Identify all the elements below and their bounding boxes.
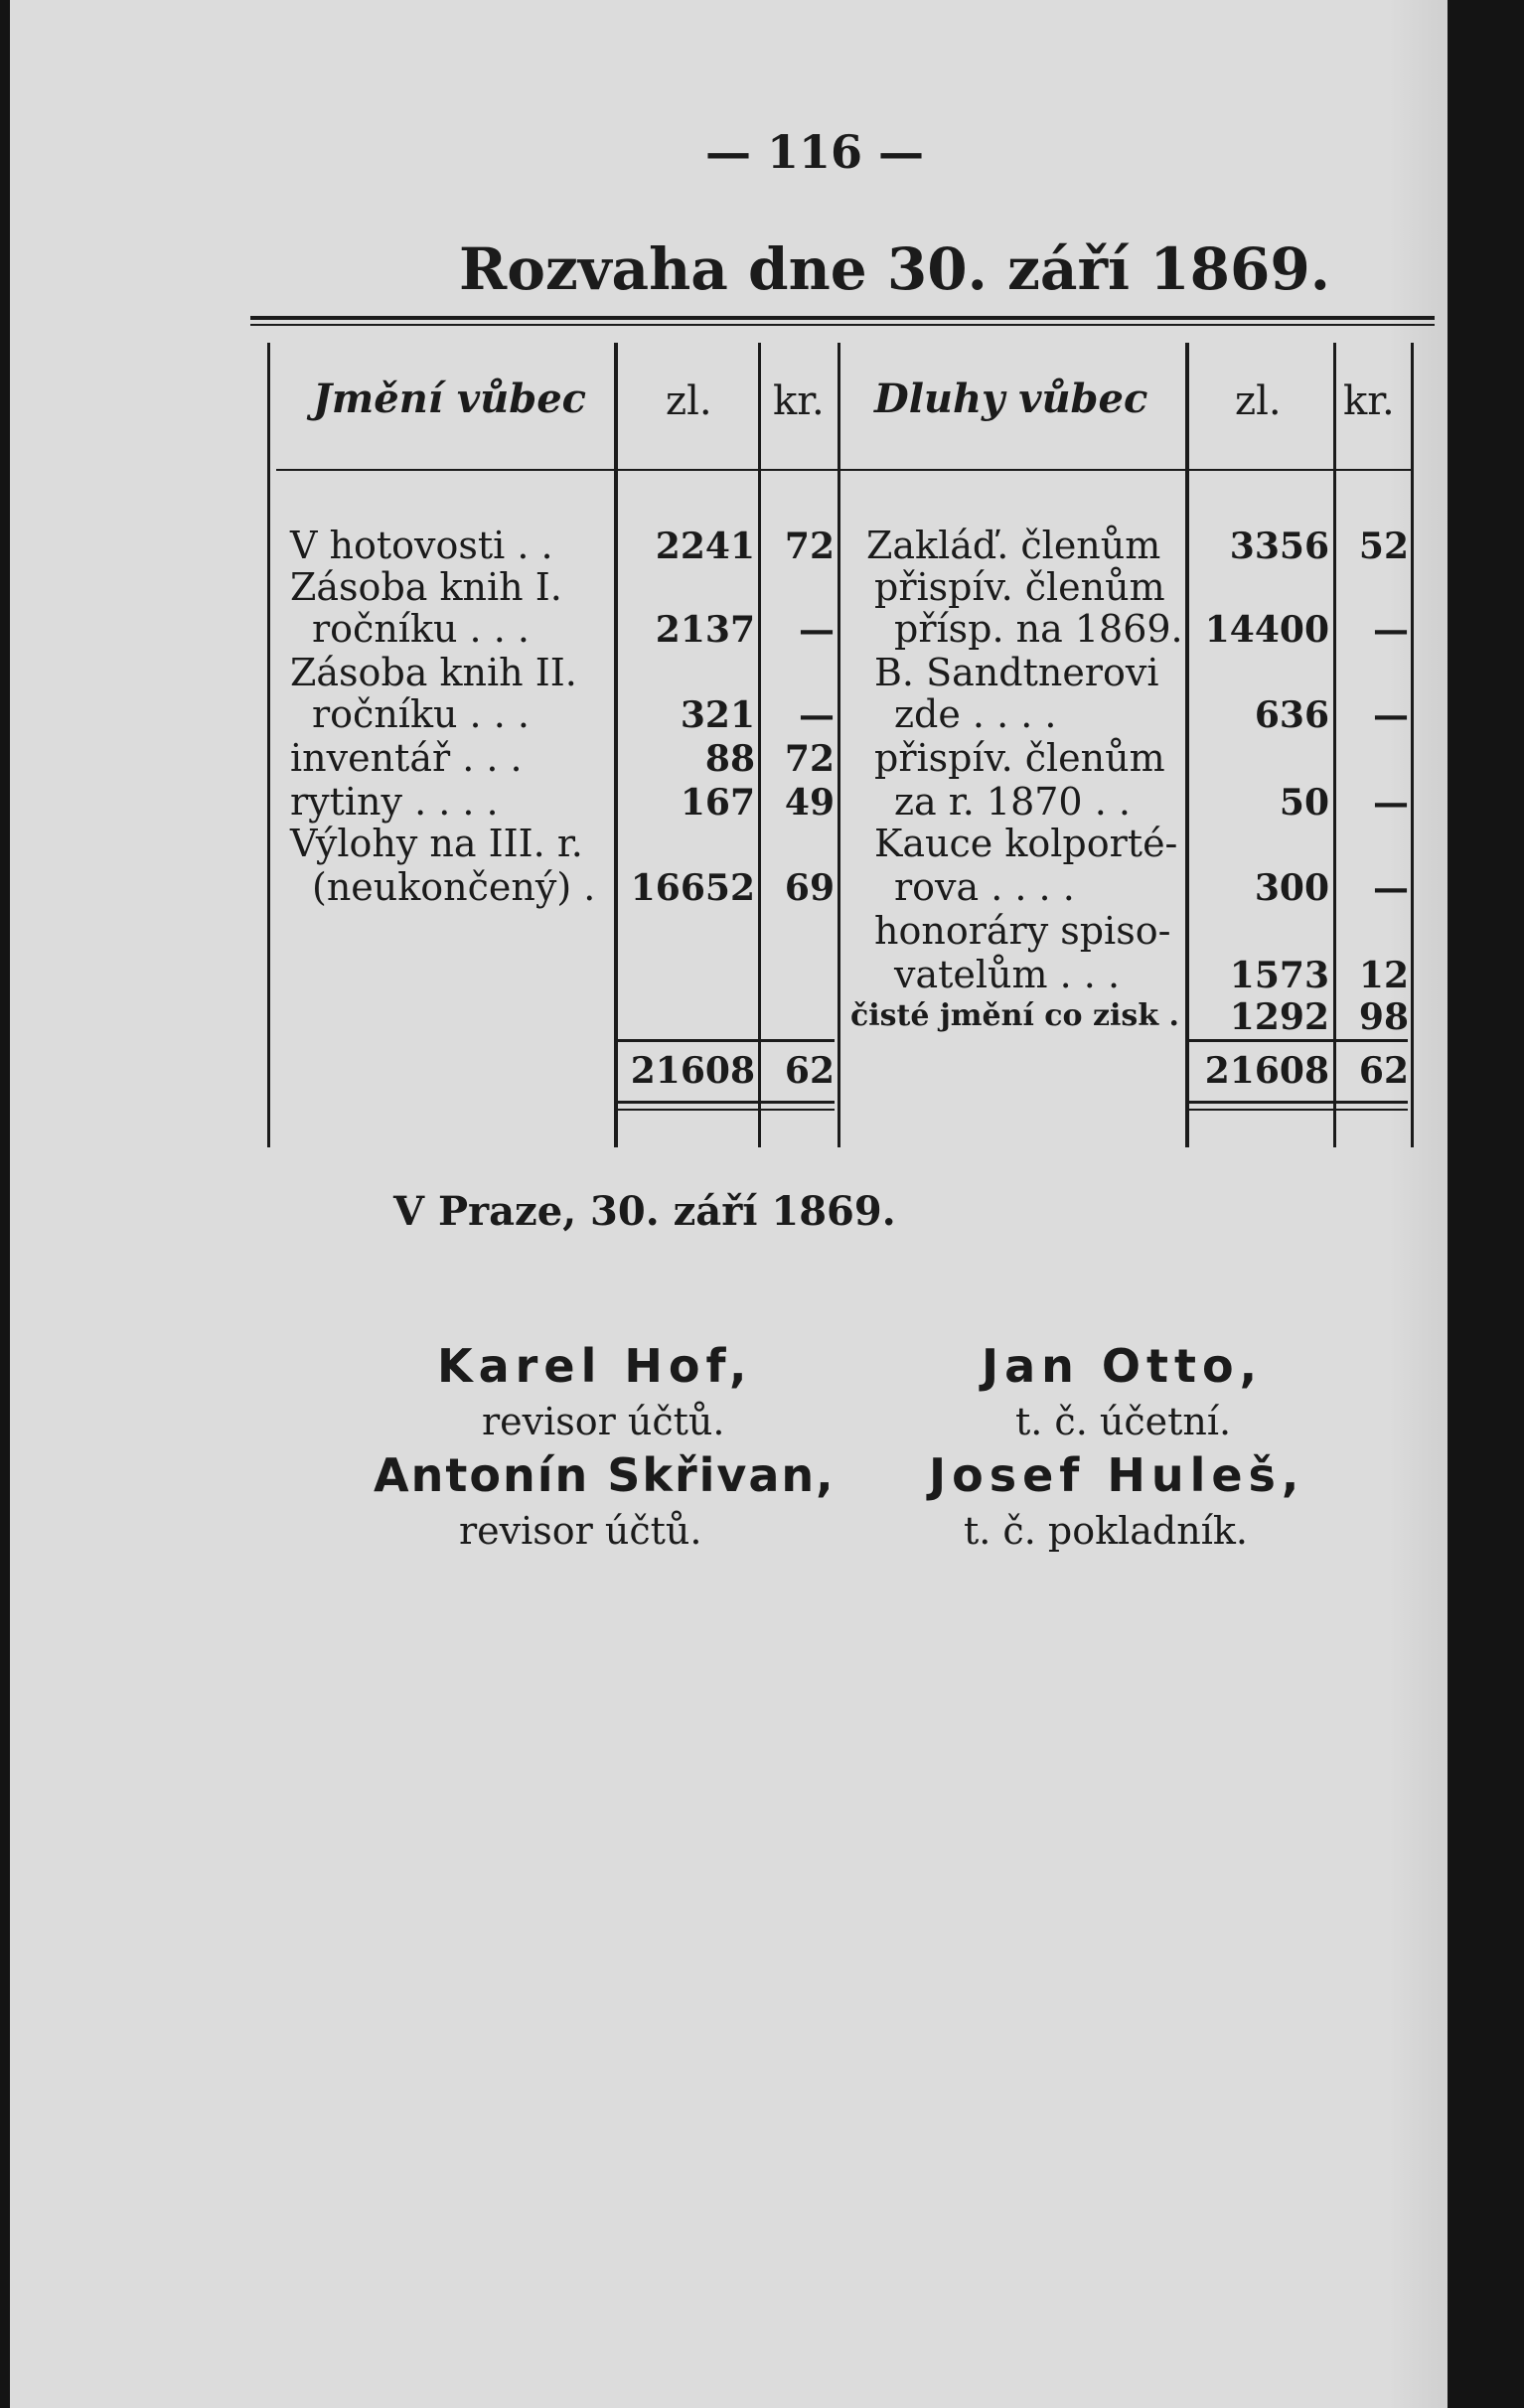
liability-zl: 1292 xyxy=(1229,996,1329,1038)
asset-zl: 2241 xyxy=(655,526,755,567)
liability-zl: 14400 xyxy=(1204,609,1329,651)
total-liabilities-zl: 21608 xyxy=(1204,1050,1329,1092)
asset-label: Zásoba knih I. xyxy=(290,565,562,609)
liability-label: Zakláď. členům xyxy=(866,524,1161,567)
header-rule xyxy=(276,469,1411,471)
page-number: — 116 — xyxy=(705,125,925,179)
liability-label: Kauce kolporté- xyxy=(874,822,1178,865)
asset-zl: 16652 xyxy=(630,867,755,909)
asset-zl: 88 xyxy=(704,738,755,780)
header-liabilities: Dluhy vůbec xyxy=(874,376,1148,422)
total-assets-zl: 21608 xyxy=(630,1050,755,1092)
document-page xyxy=(10,0,1448,2408)
totals-underline-assets xyxy=(618,1101,835,1104)
asset-label-cont: ročníku . . . xyxy=(312,692,530,736)
liability-label: přispív. členům xyxy=(874,565,1165,609)
liability-kr: 98 xyxy=(1358,996,1409,1038)
asset-kr: — xyxy=(799,609,835,651)
table-vline-kr2 xyxy=(1333,343,1336,1147)
totals-rule-liabilities xyxy=(1189,1039,1408,1042)
totals-rule-assets xyxy=(618,1039,835,1042)
asset-kr: — xyxy=(799,694,835,736)
liability-label-cont: přísp. na 1869. xyxy=(894,607,1183,651)
liability-kr: — xyxy=(1373,609,1409,651)
asset-kr: 69 xyxy=(784,867,835,909)
liability-label: čisté jmění co zisk . xyxy=(850,998,1179,1033)
total-liabilities-kr: 62 xyxy=(1358,1050,1409,1092)
header-kr-2: kr. xyxy=(1343,378,1395,424)
signature-role: revisor účtů. xyxy=(482,1400,725,1443)
liability-kr: — xyxy=(1373,694,1409,736)
asset-kr: 72 xyxy=(784,738,835,780)
asset-label-cont: ročníku . . . xyxy=(312,607,530,651)
top-rule xyxy=(250,316,1435,320)
liability-zl: 300 xyxy=(1254,867,1329,909)
asset-zl: 321 xyxy=(680,694,755,736)
table-vline-center xyxy=(838,343,840,1147)
asset-label: Výlohy na III. r. xyxy=(290,822,583,865)
header-zl-2: zl. xyxy=(1235,378,1282,424)
liability-zl: 1573 xyxy=(1229,955,1329,996)
signature-name: Karel Hof, xyxy=(437,1339,753,1393)
liability-label: B. Sandtnerovi xyxy=(874,651,1159,694)
totals-underline-liabilities xyxy=(1189,1101,1408,1104)
asset-label: Zásoba knih II. xyxy=(290,651,577,694)
place-date: V Praze, 30. září 1869. xyxy=(393,1188,896,1235)
page-title: Rozvaha dne 30. září 1869. xyxy=(459,235,1330,303)
liability-label-cont: rova . . . . xyxy=(894,865,1075,909)
liability-zl: 50 xyxy=(1279,782,1329,824)
signature-name: Antonín Skřivan, xyxy=(374,1448,836,1502)
liability-zl: 636 xyxy=(1254,694,1329,736)
liability-kr: 12 xyxy=(1358,955,1409,996)
signature-role: t. č. pokladník. xyxy=(964,1509,1248,1553)
top-rule-thin xyxy=(250,324,1435,326)
table-vline-right xyxy=(1411,343,1414,1147)
liability-kr: — xyxy=(1373,867,1409,909)
page-edge-shadow xyxy=(1388,0,1448,2408)
signature-role: t. č. účetní. xyxy=(1015,1400,1232,1443)
asset-label: rytiny . . . . xyxy=(290,780,499,824)
header-kr: kr. xyxy=(773,378,825,424)
liability-label-cont: zde . . . . xyxy=(894,692,1057,736)
asset-label: V hotovosti . . xyxy=(290,524,553,567)
liability-zl: 3356 xyxy=(1229,526,1329,567)
table-vline-left xyxy=(267,343,270,1147)
liability-label: přispív. členům xyxy=(874,736,1165,780)
liability-kr: — xyxy=(1373,782,1409,824)
total-assets-kr: 62 xyxy=(784,1050,835,1092)
signature-name: Jan Otto, xyxy=(982,1339,1264,1393)
header-zl: zl. xyxy=(666,378,712,424)
asset-zl: 2137 xyxy=(655,609,755,651)
header-assets: Jmění vůbec xyxy=(313,376,586,422)
signature-role: revisor účtů. xyxy=(459,1509,702,1553)
asset-label-cont: (neukončený) . xyxy=(312,865,596,909)
liability-label-cont: za r. 1870 . . xyxy=(894,780,1131,824)
signature-name: Josef Huleš, xyxy=(929,1448,1305,1502)
asset-kr: 72 xyxy=(784,526,835,567)
table-vline-liabilities xyxy=(1185,343,1189,1147)
asset-label: inventář . . . xyxy=(290,736,523,780)
liability-label: honoráry spiso- xyxy=(874,909,1171,953)
asset-kr: 49 xyxy=(784,782,835,824)
totals-underline-assets-2 xyxy=(618,1109,835,1111)
asset-zl: 167 xyxy=(680,782,755,824)
liability-kr: 52 xyxy=(1358,526,1409,567)
liability-label-cont: vatelům . . . xyxy=(894,953,1121,996)
totals-underline-liabilities-2 xyxy=(1189,1109,1408,1111)
